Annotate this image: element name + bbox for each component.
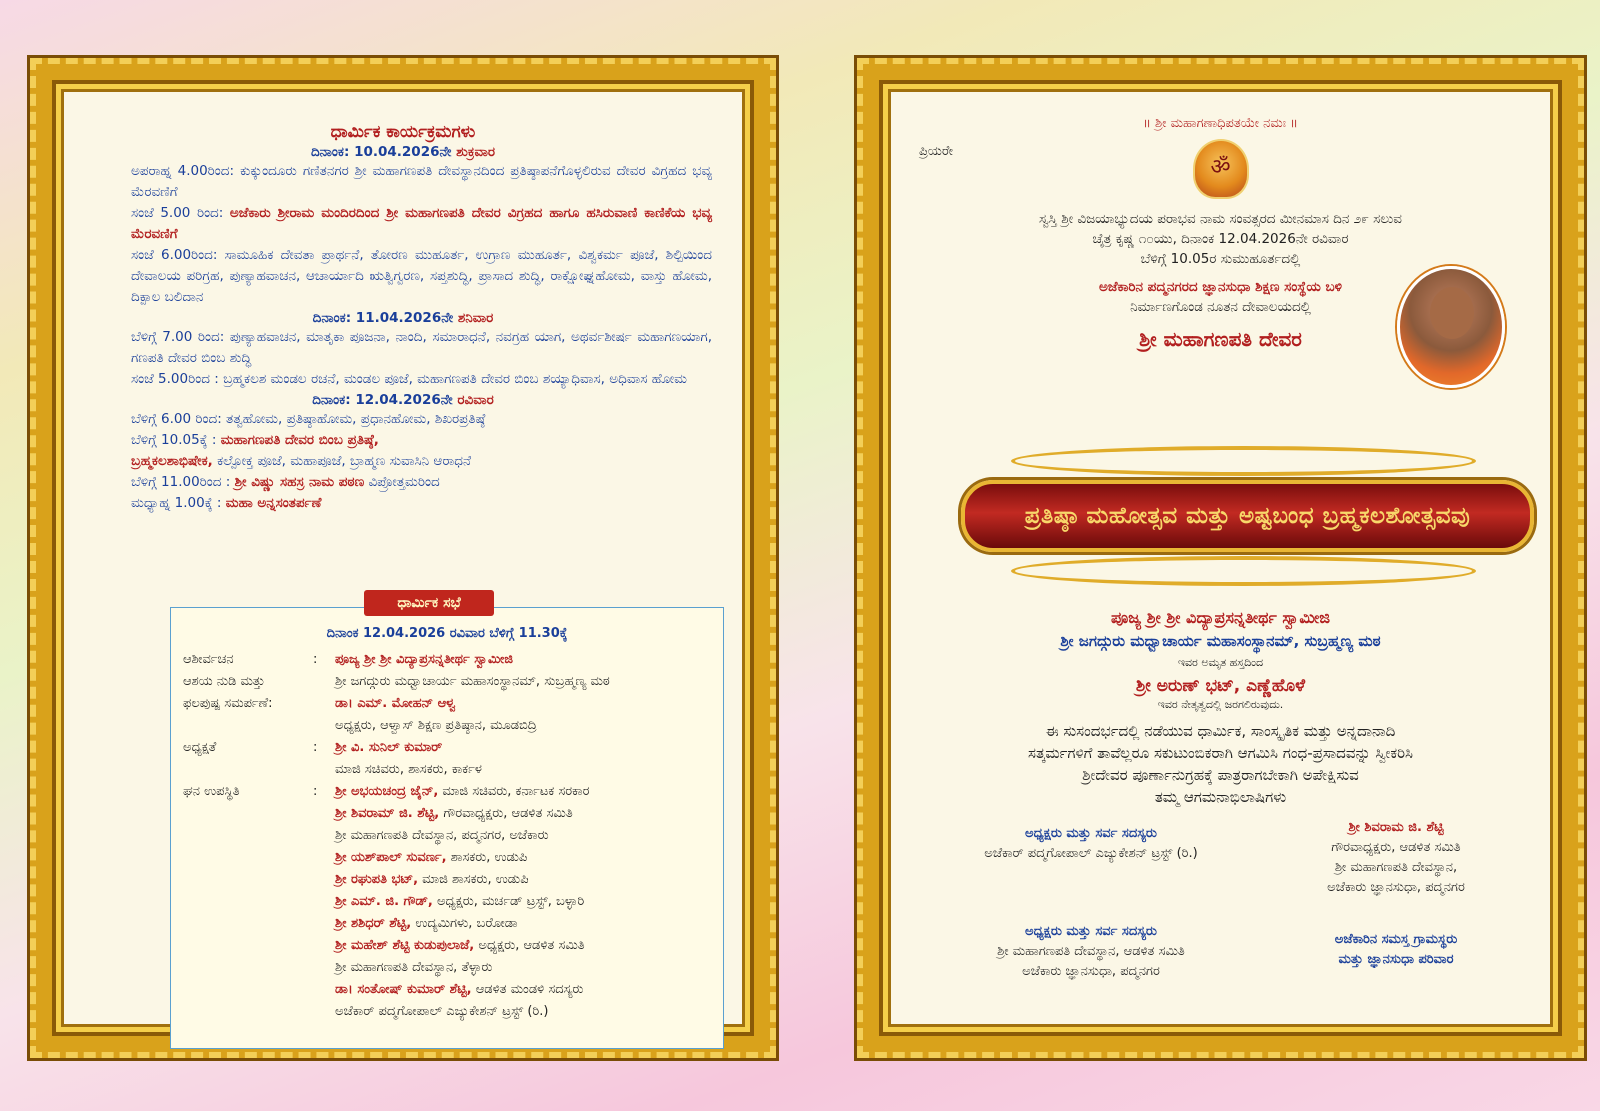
hand-line: ಇವರ ಅಮೃತ ಹಸ್ತದಿಂದ <box>1177 656 1264 669</box>
sabha-row <box>171 737 723 759</box>
guest-detail: ಅಧ್ಯಕ್ಷರು, ಮರ್ಚಡ್ ಟ್ರಸ್ಟ್, ಬಳ್ಳಾರಿ <box>432 894 585 909</box>
program-highlight: ಮಹಾಗಣಪತಿ ದೇವರ ಬಿಂಬ ಪ್ರತಿಷ್ಠೆ, <box>220 432 379 448</box>
program-days <box>74 144 732 514</box>
guest-name: ಶ್ರೀ ವಿ. ಸುನಿಲ್ ಕುಮಾರ್ <box>335 740 443 755</box>
program-time: ಮಧ್ಯಾಹ್ನ 1.00ಕ್ಕೆ : <box>131 495 222 511</box>
sig3-line-b: ಅಜೆಕಾರು ಜ್ಞಾನಸುಧಾ, ಪದ್ಮನಗರ <box>1022 964 1160 979</box>
program-item <box>74 327 732 369</box>
ornament-bottom <box>1011 556 1476 586</box>
sabha-rows <box>171 649 723 1023</box>
day-label: ಶನಿವಾರ <box>457 310 494 326</box>
guest-name: ಶ್ರೀ ಶಿವರಾಮ್ ಜಿ. ಶೆಟ್ಟಿ, <box>335 806 440 821</box>
sabha-value <box>335 715 723 737</box>
program-text: ಕಲ್ಪೋಕ್ತ ಪೂಜೆ, ಮಹಾಪೂಜೆ, ಬ್ರಾಹ್ಮಣ ಸುವಾಸಿನಿ ಆರಾಧನೆ <box>217 453 472 469</box>
sabha-colon <box>313 715 335 737</box>
guest-detail: ಶ್ರೀ ಜಗದ್ಗುರು ಮಧ್ವಾಚಾರ್ಯ ಮಹಾಸಂಸ್ಥಾನಮ್, ಸುಬ್ರಹ್ಮಣ್ಯ ಮಠ <box>335 674 610 689</box>
guest-detail: ಶಾಸಕರು, ಉಡುಪಿ <box>446 850 528 865</box>
sabha-value <box>335 737 723 759</box>
invitation-card <box>857 58 1584 1058</box>
program-time: ಅಪರಾಹ್ನ 4.00ರಿಂದ: <box>131 163 235 179</box>
sabha-value <box>335 847 723 869</box>
sig4-title: ಅಜೆಕಾರಿನ ಸಮಸ್ತ ಗ್ರಾಮಸ್ಥರು <box>1334 932 1458 947</box>
program-item <box>74 203 732 245</box>
date-line: ಚೈತ್ರ ಕೃಷ್ಣ ೧೦ಯು, ದಿನಾಂಕ 12.04.2026ನೇ ರವಿವಾರ <box>1092 231 1349 247</box>
guest-name: ಶ್ರೀ ಎಮ್. ಜಿ. ಗೌಡ್, <box>335 894 433 909</box>
sabha-value <box>335 693 723 715</box>
guest-name: ಶ್ರೀ ರಘುಪತಿ ಭಟ್, <box>335 872 419 887</box>
sabha-role <box>171 913 313 935</box>
day-label: ರವಿವಾರ <box>457 392 494 408</box>
sabha-colon <box>313 935 335 957</box>
guests-block <box>901 598 1540 808</box>
sabha-row <box>171 803 723 825</box>
sabha-role: ಅಧ್ಯಕ್ಷತೆ <box>183 740 217 755</box>
program-item <box>74 161 732 203</box>
sabha-row <box>171 935 723 957</box>
program-date <box>74 310 732 326</box>
sabha-value <box>335 957 723 979</box>
sig1-title: ಅಧ್ಯಕ್ಷರು ಮತ್ತು ಸರ್ವ ಸದಸ್ಯರು <box>1025 826 1157 841</box>
program-time: ಬೆಳಿಗ್ಗೆ 6.00 ರಿಂದ: <box>131 411 222 427</box>
sabha-role <box>171 891 313 913</box>
guest-detail: ಶ್ರೀ ಮಹಾಗಣಪತಿ ದೇವಸ್ಥಾನ, ಪದ್ಮನಗರ, ಅಜೆಕಾರು <box>335 828 549 843</box>
sabha-value <box>335 979 723 1001</box>
sabha-role <box>171 825 313 847</box>
sig2-line-c: ಅಜೆಕಾರು ಜ್ಞಾನಸುಧಾ, ಪದ್ಮನಗರ <box>1327 880 1465 895</box>
guest-name: ಶ್ರೀ ಮಹೇಶ್ ಶೆಟ್ಟಿ ಕುಡುಪುಲಾಜೆ, <box>335 938 475 953</box>
sabha-role <box>171 847 313 869</box>
program-time: ಬೆಳಿಗ್ಗೆ 10.05ಕ್ಕೆ : <box>131 432 217 448</box>
sabha-colon: : <box>313 784 318 799</box>
program-date <box>74 144 732 160</box>
program-date <box>74 392 732 408</box>
sabha-value <box>335 671 723 693</box>
guest-name: ಶ್ರೀ ಶಶಿಧರ್ ಶೆಟ್ಟಿ, <box>335 916 412 931</box>
program-item <box>74 409 732 430</box>
sabha-row <box>171 693 723 715</box>
date-label: ದಿನಾಂಕ: 11.04.2026ನೇ <box>312 310 454 326</box>
sabha-role <box>171 1001 313 1023</box>
guest-detail: ಉದ್ಯಮಿಗಳು, ಬರೋಡಾ <box>411 916 518 931</box>
program-content <box>74 102 732 1019</box>
program-item <box>74 430 732 451</box>
program-item <box>74 472 732 493</box>
program-highlight: ಬ್ರಹ್ಮಕಲಶಾಭಿಷೇಕ, <box>131 453 213 469</box>
program-time: ಸಂಜೆ 5.00ರಿಂದ : <box>131 371 219 387</box>
sabha-tag: ಧಾರ್ಮಿಕ ಸಭೆ <box>364 590 494 616</box>
swami-photo <box>1397 266 1505 388</box>
math-name: ಶ್ರೀ ಜಗದ್ಗುರು ಮಧ್ವಾಚಾರ್ಯ ಮಹಾಸಂಸ್ಥಾನಮ್, ಸುಬ್ರಹ್ಮಣ್ಯ ಮಠ <box>1060 632 1381 650</box>
sabha-colon <box>313 847 335 869</box>
sabha-box <box>170 607 724 1049</box>
program-text: ಬ್ರಹ್ಮಕಲಶ ಮಂಡಲ ರಚನೆ, ಮಂಡಲ ಪೂಜೆ, ಮಹಾಗಣಪತಿ ದೇವರ ಬಿಂಬ ಶಯ್ಯಾಧಿವಾಸ, ಅಧಿವಾಸ ಹೋಮ <box>223 371 687 387</box>
date-label: ದಿನಾಂಕ: 12.04.2026ನೇ <box>312 392 453 408</box>
sig2-line-b: ಶ್ರೀ ಮಹಾಗಣಪತಿ ದೇವಸ್ಥಾನ, <box>1334 860 1458 875</box>
sabha-row <box>171 759 723 781</box>
signatory-3 <box>941 922 1241 982</box>
sabha-colon <box>313 869 335 891</box>
guest-name: ಶ್ರೀ ಯಶ್‌ಪಾಲ್ ಸುವರ್ಣ, <box>335 850 447 865</box>
venue-line-1: ಅಜೆಕಾರಿನ ಪದ್ಮನಗರದ ಜ್ಞಾನಸುಧಾ ಶಿಕ್ಷಣ ಸಂಸ್ಥೆಯ ಬಳಿ <box>1099 279 1342 295</box>
sabha-colon <box>313 957 335 979</box>
sabha-role <box>171 869 313 891</box>
program-item <box>74 245 732 308</box>
sabha-value <box>335 1001 723 1023</box>
program-highlight: ಅಜೆಕಾರು ಶ್ರೀರಾಮ ಮಂದಿರದಿಂದ ಶ್ರೀ ಮಹಾಗಣಪತಿ ದೇವರ ವಿಗ್ರಹದ ಹಾಗೂ ಹಸಿರುವಾಣಿ ಕಾಣಿಕೆಯ ಭವ್ಯ ಮೆರವಣಿಗೆ <box>131 205 712 242</box>
guest-detail: ಗೌರವಾಧ್ಯಕ್ಷರು, ಆಡಳಿತ ಸಮಿತಿ <box>439 806 573 821</box>
guest-detail: ಮಾಜಿ ಸಚಿವರು, ಶಾಸಕರು, ಕಾರ್ಕಳ <box>335 762 482 777</box>
para-line-1: ಈ ಸುಸಂದರ್ಭದಲ್ಲಿ ನಡೆಯುವ ಧಾರ್ಮಿಕ, ಸಾಂಸ್ಕೃತಿಕ ಮತ್ತು ಅನ್ನದಾನಾದಿ <box>1045 722 1396 740</box>
sabha-row <box>171 649 723 671</box>
sabha-colon <box>313 1001 335 1023</box>
deity-title: ಶ್ರೀ ಮಹಾಗಣಪತಿ ದೇವರ <box>1139 327 1302 351</box>
banner-text: ಪ್ರತಿಷ್ಠಾ ಮಹೋತ್ಸವ ಮತ್ತು ಅಷ್ಟಬಂಧ ಬ್ರಹ್ಮಕಲಶೋತ್ಸವವು <box>1024 503 1471 529</box>
guest-name: ಡಾ। ಎಮ್. ಮೋಹನ್ ಆಳ್ವ <box>335 696 456 711</box>
sabha-colon <box>313 979 335 1001</box>
sabha-value <box>335 803 723 825</box>
venue-line-2: ನಿರ್ಮಾಣಗೊಂಡ ನೂತನ ದೇವಾಲಯದಲ್ಲಿ <box>1130 299 1311 315</box>
sabha-role <box>171 803 313 825</box>
program-highlight: ಮಹಾ ಅನ್ನಸಂತರ್ಪಣೆ <box>225 495 322 511</box>
sabha-role <box>171 979 313 1001</box>
sig3-line-a: ಶ್ರೀ ಮಹಾಗಣಪತಿ ದೇವಸ್ಥಾನ, ಆಡಳಿತ ಸಮಿತಿ <box>997 944 1185 959</box>
para-line-4: ತಮ್ಮ ಆಗಮನಾಭಿಲಾಷಿಗಳು <box>1154 788 1287 806</box>
guest-detail: ಮಾಜಿ ಶಾಸಕರು, ಉಡುಪಿ <box>418 872 529 887</box>
program-item <box>74 451 732 472</box>
program-text: ವಿಪ್ರೋತ್ತಮರಿಂದ <box>368 474 440 490</box>
para-line-3: ಶ್ರೀದೇವರ ಪೂರ್ಣಾನುಗ್ರಹಕ್ಕೆ ಪಾತ್ರರಾಗಬೇಕಾಗಿ ಅಪೇಕ್ಷಿಸುವ <box>1082 766 1359 784</box>
sabha-row <box>171 781 723 803</box>
sabha-row <box>171 957 723 979</box>
invite-paragraph <box>901 720 1540 808</box>
sabha-row <box>171 979 723 1001</box>
invitation-content <box>901 102 1540 1014</box>
sabha-role: ಘನ ಉಪಸ್ಥಿತಿ <box>183 784 240 799</box>
sabha-date: ದಿನಾಂಕ 12.04.2026 ರವಿವಾರ ಬೆಳಿಗ್ಗೆ 11.30ಕ್ಕೆ <box>326 626 568 641</box>
sabha-role: ಫಲಪುಷ್ಪ ಸಮರ್ಪಣೆ: <box>183 696 273 711</box>
guest-detail: ಆಡಳಿತ ಮಂಡಳಿ ಸದಸ್ಯರು <box>471 982 584 997</box>
sabha-value <box>335 825 723 847</box>
sabha-role <box>171 935 313 957</box>
program-text: ಕುಕ್ಕುಂದೂರು ಗಣಿತನಗರ ಶ್ರೀ ಮಹಾಗಣಪತಿ ದೇವಸ್ಥಾನದಿಂದ ಪ್ರತಿಷ್ಠಾಪನೆಗೊಳ್ಳಲಿರುವ ದೇವರ ವಿಗ್ರಹದ ಭವ್ಯ ಮೆರವಣಿಗೆ <box>131 163 712 200</box>
mantra: ॥ ಶ್ರೀ ಮಹಾಗಣಾಧಿಪತಯೇ ನಮಃ ॥ <box>1143 116 1298 131</box>
date-label: ದಿನಾಂಕ: 10.04.2026ನೇ <box>310 144 452 160</box>
sabha-value <box>335 891 723 913</box>
program-time: ಸಂಜೆ 5.00 ರಿಂದ: <box>131 205 224 221</box>
para-line-2: ಸತ್ಕರ್ಮಗಳಿಗೆ ತಾವೆಲ್ಲರೂ ಸಕುಟುಂಬಿಕರಾಗಿ ಆಗಮಿಸಿ ಗಂಧ-ಪ್ರಸಾದವನ್ನು ಸ್ವೀಕರಿಸಿ <box>1028 744 1413 762</box>
program-card <box>30 58 776 1058</box>
sabha-row <box>171 825 723 847</box>
sabha-role <box>171 759 313 781</box>
sabha-colon <box>313 913 335 935</box>
sabha-value <box>335 781 723 803</box>
sabha-colon <box>313 825 335 847</box>
signatory-2 <box>1261 818 1531 898</box>
sabha-colon <box>313 671 335 693</box>
day-label: ಶುಕ್ರವಾರ <box>456 144 496 160</box>
sabha-row <box>171 913 723 935</box>
program-time: ಸಂಜೆ 6.00ರಿಂದ: <box>131 247 218 263</box>
banner-plate <box>961 480 1534 552</box>
sig2-title: ಶ್ರೀ ಶಿವರಾಮ ಜಿ. ಶೆಟ್ಟಿ <box>1348 820 1444 835</box>
guest-name: ಡಾ। ಸಂತೋಷ್ ಕುಮಾರ್ ಶೆಟ್ಟಿ, <box>335 982 472 997</box>
priest-name: ಶ್ರೀ ಅರುಣ್ ಭಟ್, ಎಣ್ಣೆಹೊಳೆ <box>1135 676 1306 696</box>
sabha-colon: : <box>313 740 318 755</box>
program-title: ಧಾರ್ಮಿಕ ಕಾರ್ಯಕ್ರಮಗಳು <box>330 122 476 142</box>
swami-name: ಪೂಜ್ಯ ಶ್ರೀ ಶ್ರೀ ವಿದ್ಯಾಪ್ರಸನ್ನತೀರ್ಥ ಸ್ವಾಮೀಜಿ <box>1110 608 1331 627</box>
sabha-colon <box>313 693 335 715</box>
guest-name: ಪೂಜ್ಯ ಶ್ರೀ ಶ್ರೀ ವಿದ್ಯಾಪ್ರಸನ್ನತೀರ್ಥ ಸ್ವಾಮೀಜಿ <box>335 652 513 667</box>
sabha-row <box>171 715 723 737</box>
guest-detail: ಅಧ್ಯಕ್ಷರು, ಆಳ್ವಾಸ್ ಶಿಕ್ಷಣ ಪ್ರತಿಷ್ಠಾನ, ಮೂಡಬಿದ್ರಿ <box>335 718 537 733</box>
sabha-row <box>171 1001 723 1023</box>
sabha-colon <box>313 891 335 913</box>
program-text: ಸಾಮೂಹಿಕ ದೇವತಾ ಪ್ರಾರ್ಥನೆ, ತೋರಣ ಮುಹೂರ್ತ, ಉಗ್ರಾಣ ಮುಹೂರ್ತ, ವಿಶ್ವಕರ್ಮ ಪೂಜೆ, ಶಿಲ್ಪಿಯಿಂದ ದೇವಾಲಯ ಪರಿಗ್ರಹ, ಪುಣ್ಯಾಹವಾಚನ, ಆಚಾರ್ಯಾದಿ ಋತ್ವಿಗ್ವರಣ, ಸಪ್ತಶುದ್ಧಿ, ಪ್ರಾಸಾದ ಶುದ್ಧಿ, ರಾಕ್ಷೋಘ್ನಹೋಮ, ವಾಸ್ತು ಹೋಮ, ದಿಕ್ಪಾಲ ಬಲಿದಾನ <box>131 247 712 305</box>
ganesha-icon <box>1193 139 1249 199</box>
sabha-value <box>335 913 723 935</box>
title-banner <box>921 438 1566 588</box>
sabha-value <box>335 935 723 957</box>
guest-detail: ಅಧ್ಯಕ್ಷರು, ಆಡಳಿತ ಸಮಿತಿ <box>474 938 585 953</box>
sabha-value <box>335 869 723 891</box>
photo-face <box>1430 287 1474 339</box>
sig4-line: ಮತ್ತು ಜ್ಞಾನಸುಧಾ ಪರಿವಾರ <box>1338 952 1454 967</box>
sabha-role <box>171 715 313 737</box>
sabha-row <box>171 869 723 891</box>
program-highlight: ಶ್ರೀ ವಿಷ್ಣು ಸಹಸ್ರ ನಾಮ ಪಠಣ <box>234 474 365 490</box>
salutation: ಪ್ರಿಯರೇ <box>919 144 953 159</box>
sig3-title: ಅಧ್ಯಕ್ಷರು ಮತ್ತು ಸರ್ವ ಸದಸ್ಯರು <box>1025 924 1157 939</box>
sabha-row <box>171 671 723 693</box>
program-item <box>74 369 732 390</box>
sabha-row <box>171 847 723 869</box>
guest-detail: ಮಾಜಿ ಸಚಿವರು, ಕರ್ನಾಟಕ ಸರಕಾರ <box>438 784 590 799</box>
sig1-line: ಅಜೆಕಾರ್ ಪದ್ಮಗೋಪಾಲ್ ಎಜ್ಯುಕೇಶನ್ ಟ್ರಸ್ಟ್ (ರಿ.) <box>984 846 1198 861</box>
program-text: ತತ್ವಹೋಮ, ಪ್ರತಿಷ್ಠಾಹೋಮ, ಪ್ರಧಾನಹೋಮ, ಶಿಖರಪ್ರತಿಷ್ಠೆ <box>226 411 486 427</box>
sabha-colon <box>313 803 335 825</box>
program-item <box>74 493 732 514</box>
guest-name: ಶ್ರೀ ಅಭಯಚಂದ್ರ ಜೈನ್, <box>335 784 439 799</box>
muhurta-line: ಬೆಳಿಗ್ಗೆ 10.05ರ ಸುಮುಹೂರ್ತದಲ್ಲಿ <box>1140 251 1301 267</box>
sabha-value <box>335 759 723 781</box>
program-time: ಬೆಳಿಗ್ಗೆ 11.00ರಿಂದ : <box>131 474 231 490</box>
signatory-4 <box>1261 930 1531 970</box>
sabha-role <box>171 957 313 979</box>
lead-line: ಇವರ ನೇತೃತ್ವದಲ್ಲಿ ಜರಗಲಿರುವುದು. <box>1157 698 1284 711</box>
sabha-colon: : <box>313 652 318 667</box>
sabha-role: ಆಶಯ ನುಡಿ ಮತ್ತು <box>183 674 265 689</box>
sabha-role: ಆಶೀರ್ವಚನ <box>183 652 234 667</box>
sabha-value <box>335 649 723 671</box>
sabha-row <box>171 891 723 913</box>
samvatsara-line: ಸ್ವಸ್ತಿ ಶ್ರೀ ವಿಜಯಾಭ್ಯುದಯ ಪರಾಭವ ನಾಮ ಸಂವತ್ಸರದ ಮೀನಮಾಸ ದಿನ ೨೯ ಸಲುವ <box>1039 211 1402 227</box>
ornament-top <box>1011 446 1476 476</box>
sig2-line-a: ಗೌರವಾಧ್ಯಕ್ಷರು, ಆಡಳಿತ ಸಮಿತಿ <box>1331 840 1461 855</box>
program-text: ಪುಣ್ಯಾಹವಾಚನ, ಮಾತೃಕಾ ಪೂಜನಾ, ನಾಂದಿ, ಸಮಾರಾಧನೆ, ನವಗ್ರಹ ಯಾಗ, ಅಥರ್ವಶೀರ್ಷ ಮಹಾಗಣಯಾಗ, ಗಣಪತಿ ದೇವರ ಬಿಂಬ ಶುದ್ಧಿ <box>131 329 712 366</box>
program-time: ಬೆಳಿಗ್ಗೆ 7.00 ರಿಂದ: <box>131 329 225 345</box>
sabha-colon <box>313 759 335 781</box>
signatory-1 <box>941 824 1241 864</box>
guest-detail: ಶ್ರೀ ಮಹಾಗಣಪತಿ ದೇವಸ್ಥಾನ, ತೆಳ್ಳಾರು <box>335 960 493 975</box>
guest-detail: ಅಜೆಕಾರ್ ಪದ್ಮಗೋಪಾಲ್ ಎಜ್ಯುಕೇಶನ್ ಟ್ರಸ್ಟ್ (ರಿ.) <box>335 1004 549 1019</box>
